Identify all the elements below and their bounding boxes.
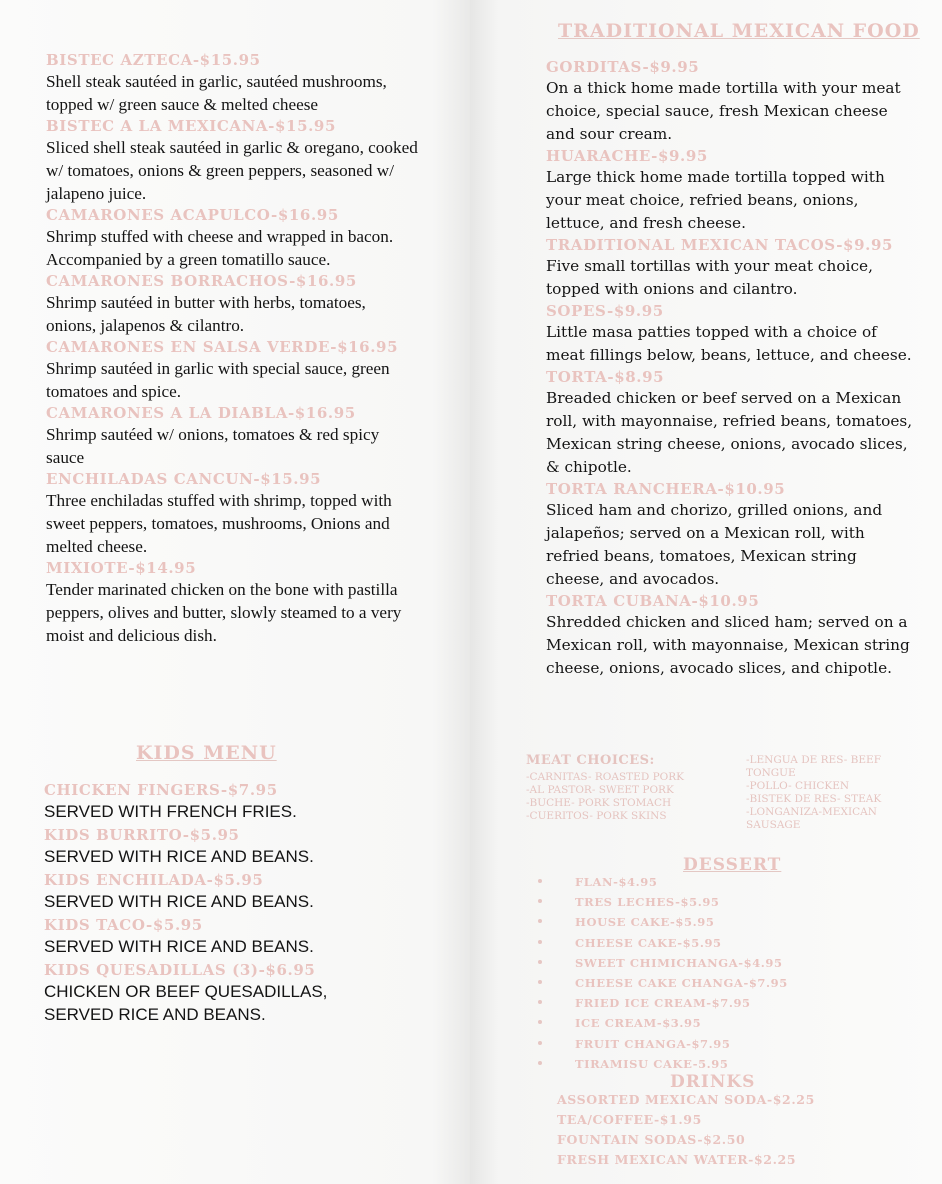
menu-item: [46, 206, 418, 271]
dessert-name: FRIED ICE CREAM-$7.95: [575, 996, 751, 1011]
meat-choice: -POLLO- CHICKEN: [746, 780, 850, 792]
item-description: Shell steak sautéed in garlic, sautéed mushrooms, topped w/ green sauce & melted cheese: [46, 72, 387, 114]
dessert-name: HOUSE CAKE-$5.95: [575, 915, 715, 930]
menu-item: [546, 302, 916, 367]
item-name: TORTA RANCHERA-$10.95: [546, 480, 786, 498]
dessert-name: FRUIT CHANGA-$7.95: [575, 1036, 731, 1051]
dessert-item: [538, 874, 838, 894]
kids-item-name: KIDS QUESADILLAS (3)-$6.95: [44, 961, 316, 979]
drink-item: ASSORTED MEXICAN SODA-$2.25: [557, 1092, 815, 1107]
bullet-icon: [538, 960, 542, 964]
drinks-list: [557, 1090, 887, 1170]
traditional-column: [546, 58, 916, 681]
item-name: CAMARONES ACAPULCO-$16.95: [46, 206, 339, 224]
kids-item-description: SERVED WITH RICE AND BEANS.: [44, 892, 314, 911]
menu-item: [46, 272, 418, 337]
item-description: Large thick home made tortilla topped with your meat choice, refried beans, onions, lettuce, and fresh cheese.: [546, 168, 885, 232]
dessert-name: CHEESE CAKE-$5.95: [575, 935, 722, 950]
meat-choice: -BISTEK DE RES- STEAK: [746, 793, 882, 805]
item-name: CAMARONES BORRACHOS-$16.95: [46, 272, 357, 290]
item-name: CAMARONES A LA DIABLA-$16.95: [46, 404, 356, 422]
item-description: Breaded chicken or beef served on a Mexican roll, with mayonnaise, refried beans, tomatoes, Mexican string cheese, onions, avocado slices, & chipotle.: [546, 389, 913, 476]
item-name: TORTA-$8.95: [546, 368, 665, 386]
kids-item-name: CHICKEN FINGERS-$7.95: [44, 781, 278, 799]
item-description: Shrimp sautéed in butter with herbs, tomatoes, onions, jalapenos & cilantro.: [46, 293, 366, 335]
item-description: Shrimp sautéed in garlic with special sauce, green tomatoes and spice.: [46, 359, 390, 401]
meat-choice: -AL PASTOR- SWEET PORK: [526, 784, 674, 796]
dessert-item: [538, 935, 838, 955]
dessert-item: [538, 955, 838, 975]
dessert-name: ICE CREAM-$3.95: [575, 1016, 702, 1031]
kids-menu-title: KIDS MENU: [136, 742, 277, 764]
item-description: Three enchiladas stuffed with shrimp, topped with sweet peppers, tomatoes, mushrooms, Onions and melted cheese.: [46, 491, 392, 556]
kids-item: [44, 781, 374, 823]
kids-item: [44, 826, 374, 868]
meat-choices-left: [526, 771, 736, 823]
item-description: Shrimp stuffed with cheese and wrapped in bacon. Accompanied by a green tomatillo sauce.: [46, 227, 394, 269]
kids-item-name: KIDS BURRITO-$5.95: [44, 826, 240, 844]
item-description: Sliced shell steak sautéed in garlic & oregano, cooked w/ tomatoes, onions & green peppers, seasoned w/ jalapeno juice.: [46, 138, 418, 203]
kids-item-description: SERVED WITH RICE AND BEANS.: [44, 847, 314, 866]
menu-item: [46, 559, 418, 647]
bullet-icon: [538, 1000, 542, 1004]
dessert-name: FLAN-$4.95: [575, 875, 658, 889]
meat-choice: TONGUE: [746, 767, 796, 779]
dessert-name: CHEESE CAKE CHANGA-$7.95: [575, 975, 788, 990]
kids-menu-list: [44, 781, 374, 1029]
kids-item: [44, 961, 374, 1026]
menu-item: [546, 368, 916, 479]
item-description: Tender marinated chicken on the bone with pastilla peppers, olives and butter, slowly steamed to a very moist and delicious dish.: [46, 580, 402, 645]
bullet-icon: [538, 1020, 542, 1024]
dessert-item: [538, 975, 838, 995]
dessert-item: [538, 1036, 838, 1056]
bullet-icon: [538, 899, 542, 903]
meat-choice: -CARNITAS- ROASTED PORK: [526, 771, 685, 783]
meat-choice: SAUSAGE: [746, 819, 801, 831]
item-name: CAMARONES EN SALSA VERDE-$16.95: [46, 338, 399, 356]
bullet-icon: [538, 940, 542, 944]
item-name: GORDITAS-$9.95: [546, 58, 700, 76]
item-description: Little masa patties topped with a choice of meat fillings below, beans, lettuce, and cheese.: [546, 323, 912, 364]
kids-item-name: KIDS ENCHILADA-$5.95: [44, 871, 264, 889]
menu-item: [46, 117, 418, 205]
menu-item: [546, 480, 916, 591]
item-name: BISTEC AZTECA-$15.95: [46, 51, 261, 69]
menu-item: [546, 147, 916, 235]
bullet-icon: [538, 1061, 542, 1065]
menu-item: [46, 404, 418, 469]
kids-item-name: KIDS TACO-$5.95: [44, 916, 203, 934]
menu-item: [546, 58, 916, 146]
item-name: TORTA CUBANA-$10.95: [546, 592, 760, 610]
menu-item: [46, 51, 418, 116]
menu-item: [46, 470, 418, 558]
dessert-item: [538, 995, 838, 1015]
item-description: Shredded chicken and sliced ham; served on a Mexican roll, with mayonnaise, Mexican string cheese, onions, avocado slices, and chipotle.: [546, 613, 910, 677]
meat-choices-right: [746, 754, 916, 832]
bullet-icon: [538, 879, 542, 883]
bullet-icon: [538, 1041, 542, 1045]
menu-item: [46, 338, 418, 403]
menu-item: [546, 592, 916, 680]
dessert-name: TIRAMISU CAKE-5.95: [575, 1056, 729, 1071]
dessert-list: [538, 874, 838, 1076]
kids-item: [44, 916, 374, 958]
item-description: Shrimp sautéed w/ onions, tomatoes & red spicy sauce: [46, 425, 380, 467]
dessert-item: [538, 894, 838, 914]
item-name: MIXIOTE-$14.95: [46, 559, 197, 577]
meat-choices-title: MEAT CHOICES:: [526, 753, 655, 768]
entrees-column: [46, 51, 418, 648]
bullet-icon: [538, 980, 542, 984]
dessert-item: [538, 914, 838, 934]
item-description: On a thick home made tortilla with your meat choice, special sauce, fresh Mexican cheese and sour cream.: [546, 79, 901, 143]
dessert-item: [538, 1015, 838, 1035]
meat-choice: -LENGUA DE RES- BEEF: [746, 754, 881, 766]
item-name: TRADITIONAL MEXICAN TACOS-$9.95: [546, 236, 894, 254]
drink-item: FRESH MEXICAN WATER-$2.25: [557, 1152, 797, 1167]
kids-item-description: CHICKEN OR BEEF QUESADILLAS, SERVED RICE AND BEANS.: [44, 982, 328, 1024]
drink-item: TEA/COFFEE-$1.95: [557, 1112, 702, 1127]
traditional-title: TRADITIONAL MEXICAN FOOD: [558, 20, 920, 42]
kids-item: [44, 871, 374, 913]
dessert-name: TRES LECHES-$5.95: [575, 895, 720, 910]
drink-item: FOUNTAIN SODAS-$2.50: [557, 1132, 746, 1147]
kids-item-description: SERVED WITH FRENCH FRIES.: [44, 802, 297, 821]
item-name: BISTEC A LA MEXICANA-$15.95: [46, 117, 337, 135]
bullet-icon: [538, 919, 542, 923]
meat-choice: -CUERITOS- PORK SKINS: [526, 810, 667, 822]
item-description: Five small tortillas with your meat choice, topped with onions and cilantro.: [546, 257, 873, 298]
menu-item: [546, 236, 916, 301]
meat-choice: -BUCHE- PORK STOMACH: [526, 797, 672, 809]
kids-item-description: SERVED WITH RICE AND BEANS.: [44, 937, 314, 956]
dessert-name: SWEET CHIMICHANGA-$4.95: [575, 955, 783, 970]
item-description: Sliced ham and chorizo, grilled onions, and jalapeños; served on a Mexican roll, with refried beans, tomatoes, Mexican string cheese, and avocados.: [546, 501, 883, 588]
meat-choice: -LONGANIZA-MEXICAN: [746, 806, 877, 818]
item-name: HUARACHE-$9.95: [546, 147, 708, 165]
dessert-title: DESSERT: [683, 855, 782, 875]
item-name: ENCHILADAS CANCUN-$15.95: [46, 470, 322, 488]
drinks-title: DRINKS: [670, 1072, 756, 1092]
item-name: SOPES-$9.95: [546, 302, 664, 320]
